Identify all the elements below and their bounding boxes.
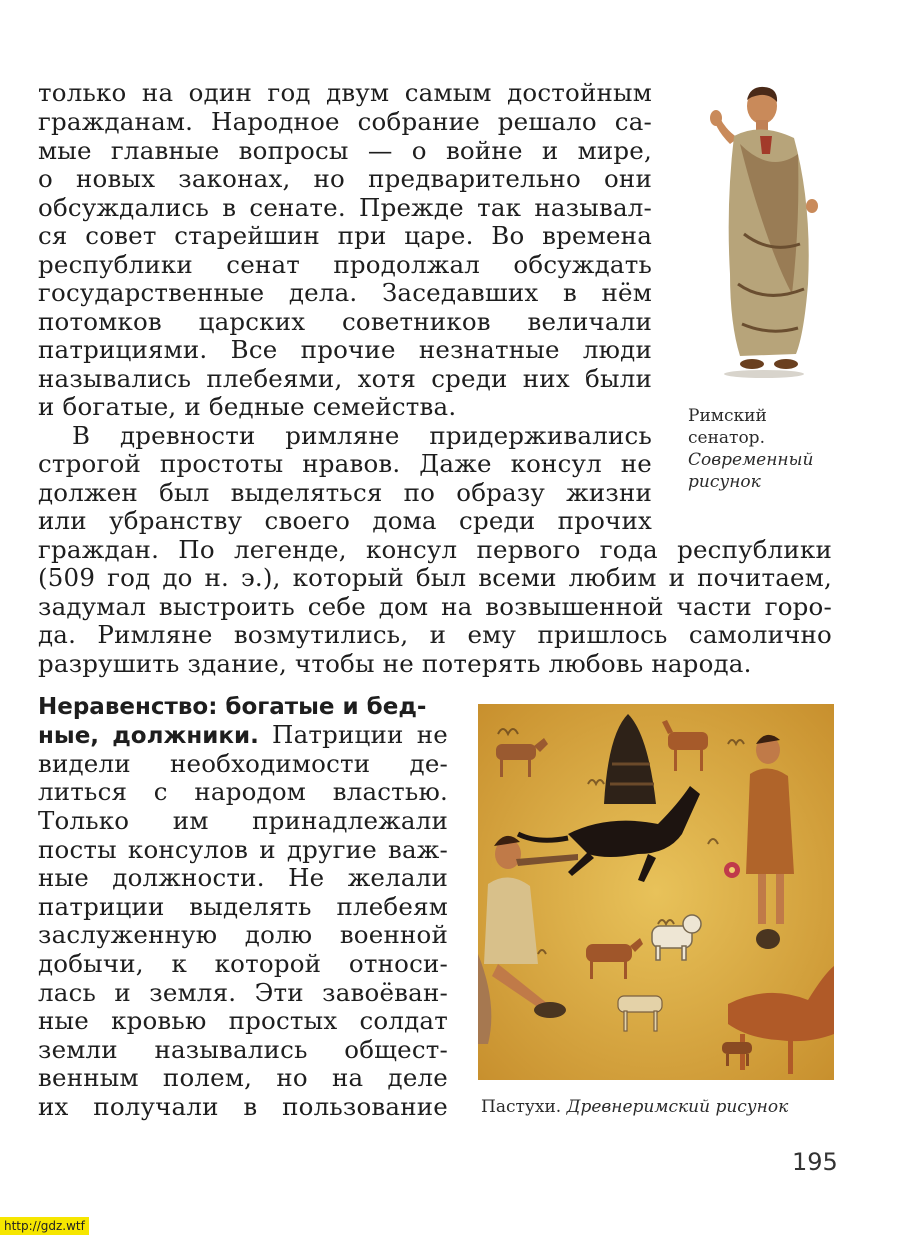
- text-line: только на один год двум самым достойным: [38, 78, 652, 107]
- text-line: обсуждались в сенате. Прежде так называл-: [38, 193, 652, 222]
- text-line: о новых законах, но предварительно они: [38, 164, 652, 193]
- text-line: Только им принадлежали: [38, 806, 448, 835]
- text-line: венным полем, но на деле: [38, 1063, 448, 1092]
- caption-title: Пастухи.: [481, 1097, 562, 1117]
- text-line: видели необходимости де-: [38, 749, 448, 778]
- text-line: граждан. По легенде, консул первого года республики: [38, 535, 832, 564]
- text-line: мые главные вопросы — о войне и мире,: [38, 136, 652, 165]
- senator-caption: [688, 405, 813, 493]
- shepherds-illustration: [478, 704, 834, 1080]
- text-line: разрушить здание, чтобы не потерять любовь народа.: [38, 649, 752, 678]
- heading-text: Неравенство: богатые и бед-: [38, 694, 427, 720]
- caption-desc: Древнеримский рисунок: [566, 1097, 789, 1117]
- text-line: добычи, к которой относи-: [38, 949, 448, 978]
- text-line: (509 год до н. э.), который был всеми любим и почитаем,: [38, 563, 832, 592]
- text-line: заслуженную долю военной: [38, 920, 448, 949]
- text-line: ся совет старейшин при царе. Во времена: [38, 221, 652, 250]
- senator-illustration: [700, 84, 830, 384]
- heading-text: ные, должники.: [38, 723, 259, 749]
- shepherds-caption: [481, 1096, 788, 1118]
- text-line: должен был выделяться по образу жизни: [38, 478, 652, 507]
- section-heading: [38, 691, 448, 720]
- text-line: литься с народом властью.: [38, 777, 448, 806]
- caption-line: сенатор.: [688, 428, 765, 448]
- text-line: государственные дела. Заседавших в нём: [38, 278, 652, 307]
- text-line: патриции выделять плебеям: [38, 892, 448, 921]
- text-line: республики сенат продолжал обсуждать: [38, 250, 652, 279]
- caption-line: рисунок: [688, 472, 761, 492]
- text-line: или убранству своего дома среди прочих: [38, 506, 652, 535]
- caption-line: Римский: [688, 406, 767, 426]
- text-line: земли назывались общест-: [38, 1035, 448, 1064]
- page-number: 195: [792, 1148, 838, 1176]
- text-line: задумал выстроить себе дом на возвышенной части горо-: [38, 592, 832, 621]
- text-line: назывались плебеями, хотя среди них были: [38, 364, 652, 393]
- text-line: да. Римляне возмутились, и ему пришлось самолично: [38, 620, 832, 649]
- text-line: лась и земля. Эти завоёван-: [38, 978, 448, 1007]
- text-line: В древности римляне придерживались: [72, 421, 652, 450]
- watermark-link[interactable]: http://gdz.wtf: [0, 1217, 89, 1235]
- text-line: [38, 720, 448, 749]
- text-line: строгой простоты нравов. Даже консул не: [38, 449, 652, 478]
- text-line: ные должности. Не желали: [38, 863, 448, 892]
- text-line: ные кровью простых солдат: [38, 1006, 448, 1035]
- text-fragment: Патриции не: [272, 720, 448, 749]
- text-line: их получали в пользование: [38, 1092, 448, 1121]
- caption-line: Современный: [688, 450, 814, 470]
- text-line: гражданам. Народное собрание решало са-: [38, 107, 652, 136]
- text-line: и богатые, и бедные семейства.: [38, 392, 457, 421]
- text-line: патрициями. Все прочие незнатные люди: [38, 335, 652, 364]
- text-line: посты консулов и другие важ-: [38, 835, 448, 864]
- text-line: потомков царских советников величали: [38, 307, 652, 336]
